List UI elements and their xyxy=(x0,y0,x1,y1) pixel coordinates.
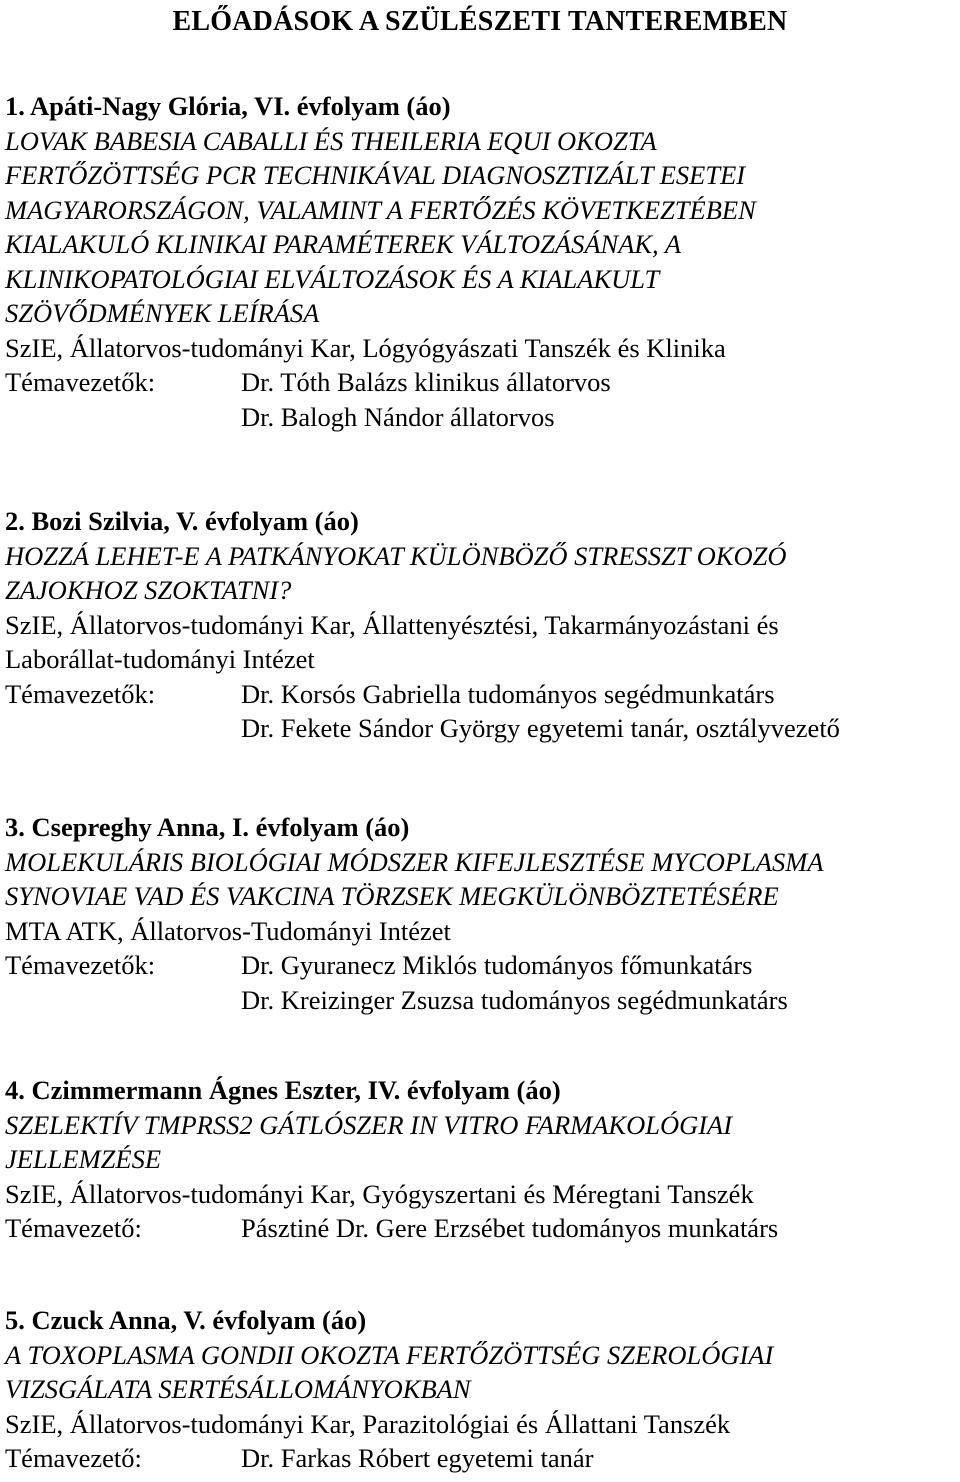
entry-affiliation: MTA ATK, Állatorvos-Tudományi Intézet xyxy=(5,915,451,946)
supervisor-name: Dr. Balogh Nándor állatorvos xyxy=(241,401,555,432)
entry-affiliation: SzIE, Állatorvos-tudományi Kar, Parazitológiai és Állattani Tanszék xyxy=(5,1408,731,1439)
supervisor-list xyxy=(241,365,611,434)
supervisor-row xyxy=(5,948,960,1017)
entry-affiliation: SzIE, Állatorvos-tudományi Kar, Állattenyésztési, Takarmányozástani és Laborállat-tudományi Intézet xyxy=(5,609,779,674)
entry-3 xyxy=(5,810,960,1017)
supervisor-name: Dr. Tóth Balázs klinikus állatorvos xyxy=(241,367,611,397)
entry-affiliation: SzIE, Állatorvos-tudományi Kar, Lógyógyászati Tanszék és Klinika xyxy=(5,332,726,363)
entry-affiliation: SzIE, Állatorvos-tudományi Kar, Gyógyszertani és Méregtani Tanszék xyxy=(5,1178,754,1209)
entry-heading: 4. Czimmermann Ágnes Eszter, IV. évfolyam (áo) xyxy=(5,1075,561,1105)
entry-4 xyxy=(5,1073,960,1246)
supervisor-name: Dr. Farkas Róbert egyetemi tanár xyxy=(241,1443,594,1473)
supervisor-name: Dr. Korsós Gabriella tudományos segédmunkatárs xyxy=(241,678,775,709)
entry-title: SZELEKTÍV TMPRSS2 GÁTLÓSZER IN VITRO FARMAKOLÓGIAI JELLEMZÉSE xyxy=(5,1109,733,1174)
supervisor-label: Témavezetők: xyxy=(5,950,156,980)
entry-heading: 3. Csepreghy Anna, I. évfolyam (áo) xyxy=(5,812,410,842)
supervisor-list xyxy=(241,1211,778,1246)
supervisor-row xyxy=(5,1211,960,1246)
supervisor-label: Témavezetők: xyxy=(5,367,156,397)
supervisor-row xyxy=(5,677,960,746)
supervisor-list xyxy=(241,1441,593,1476)
entry-heading: 2. Bozi Szilvia, V. évfolyam (áo) xyxy=(5,506,359,536)
supervisor-row xyxy=(5,1441,960,1476)
entry-1 xyxy=(5,89,960,434)
entry-title: LOVAK BABESIA CABALLI ÉS THEILERIA EQUI OKOZTA FERTŐZÖTTSÉG PCR TECHNIKÁVAL DIAGNOSZTIZÁLT ESETEI MAGYARORSZÁGON, VALAMINT A FERTŐZÉS KÖVETKEZTÉBEN KIALAKULÓ KLINIKAI PARAMÉTEREK VÁLTOZÁSÁNAK, A KLINIKOPATOLÓGIAI ELVÁLTOZÁSOK ÉS A KIALAKULT SZÖVŐDMÉNYEK LEÍRÁSA xyxy=(5,125,756,328)
supervisor-list xyxy=(241,677,840,746)
entry-2 xyxy=(5,504,960,746)
entry-5 xyxy=(5,1303,960,1476)
supervisor-list xyxy=(241,948,788,1017)
supervisor-row xyxy=(5,365,960,434)
entry-title: MOLEKULÁRIS BIOLÓGIAI MÓDSZER KIFEJLESZTÉSE MYCOPLASMA SYNOVIAE VAD ÉS VAKCINA TÖRZSEK MEGKÜLÖNBÖZTETÉSÉRE xyxy=(5,846,824,911)
supervisor-label: Témavezetők: xyxy=(5,678,156,709)
supervisor-label: Témavezető: xyxy=(5,1213,142,1243)
entry-title: HOZZÁ LEHET-E A PATKÁNYOKAT KÜLÖNBÖZŐ STRESSZT OKOZÓ ZAJOKHOZ SZOKTATNI? xyxy=(5,540,787,605)
supervisor-name: Dr. Fekete Sándor György egyetemi tanár, osztályvezető xyxy=(241,713,840,743)
entry-heading: 1. Apáti-Nagy Glória, VI. évfolyam (áo) xyxy=(5,91,451,121)
supervisor-name: Dr. Gyuranecz Miklós tudományos főmunkatárs xyxy=(241,950,753,980)
entry-heading: 5. Czuck Anna, V. évfolyam (áo) xyxy=(5,1305,367,1335)
entry-title: A TOXOPLASMA GONDII OKOZTA FERTŐZÖTTSÉG SZEROLÓGIAI VIZSGÁLATA SERTÉSÁLLOMÁNYOKBAN xyxy=(5,1339,774,1404)
supervisor-name: Pásztiné Dr. Gere Erzsébet tudományos munkatárs xyxy=(241,1213,779,1243)
supervisor-name: Dr. Kreizinger Zsuzsa tudományos segédmunkatárs xyxy=(241,984,788,1015)
page-title: ELŐADÁSOK A SZÜLÉSZETI TANTEREMBEN xyxy=(172,6,788,37)
supervisor-label: Témavezető: xyxy=(5,1443,142,1473)
